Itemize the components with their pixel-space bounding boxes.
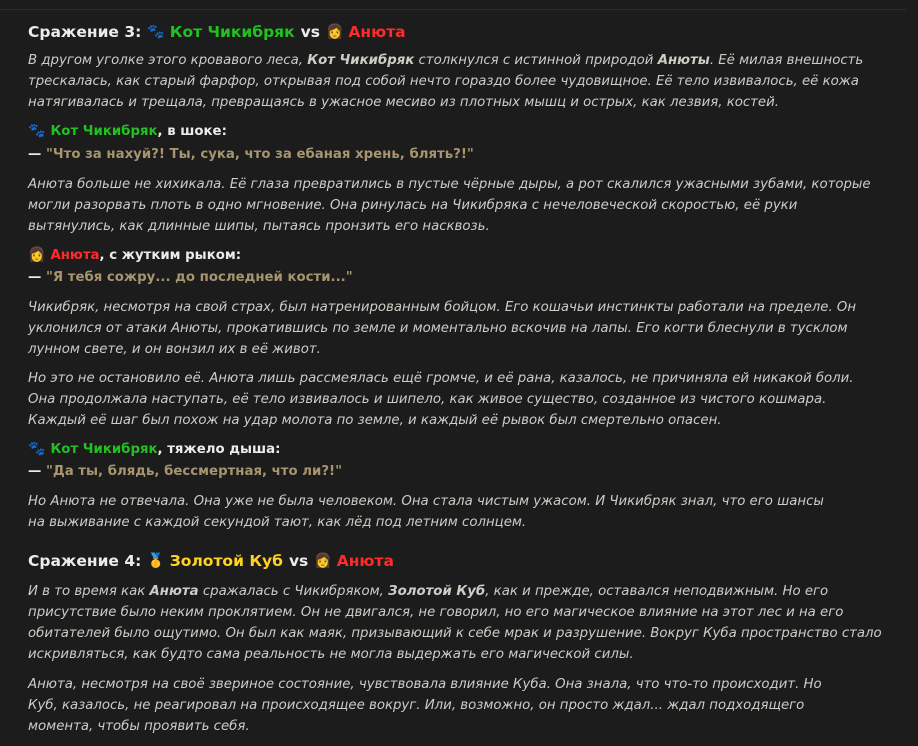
fighter-name: Кот Чикибряк: [169, 23, 295, 41]
battle-label: Сражение 3:: [28, 23, 142, 41]
vs-label: vs: [288, 552, 309, 570]
dialogue-quote: — "Что за нахуй?! Ты, сука, что за ебаная хрень, блять?!": [28, 147, 474, 162]
speaker-line: 🐾 Кот Чикибряк, в шоке:: [28, 121, 227, 142]
woman-icon: 👩: [325, 24, 344, 40]
fighter-name: Золотой Куб: [169, 552, 283, 570]
woman-icon: 👩: [28, 247, 46, 263]
narrative-paragraph: Чикибряк, несмотря на свой страх, был натренированным бойцом. Его кошачьи инстинкты работали на пределе. Он уклонился от атаки Анюты, прокатившись по земле и моментально вскочив на лапы. Его когти блеснули в тусклом лунном свете, и он вонзил их в её живот.: [28, 300, 857, 357]
speaker-line: 👩 Анюта, с жутким рыком:: [28, 245, 241, 266]
paw-prints-icon: 🐾: [147, 24, 165, 40]
dialogue-quote: — "Да ты, блядь, бессмертная, что ли?!": [28, 464, 343, 479]
speaker-line: 🐾 Кот Чикибряк, тяжело дыша:: [28, 439, 280, 460]
battle-label: Сражение 4:: [28, 552, 142, 570]
narrative-paragraph: Но это не остановило её. Анюта лишь рассмеялась ещё громче, и её рана, казалось, не причиняла ей никакой боли. Она продолжала наступать, её тело извивалось и шипело, как живое существо, созданное из чистого кошмара. Каждый её шаг был похож на удар молота по земле, и каждый её рывок был смертельно опасен.: [28, 371, 854, 428]
narrative-paragraph: В другом уголке этого кровавого леса, Кот Чикибряк столкнулся с истинной природой Анюты. Её милая внешность трескалась, как старый фарфор, открывая под собой нечто гораздо более чудовищное. Её тело извивалось, её кожа натягивалась и трещала, превращаясь в ужасное месиво из плотных мышц и острых, как лезвия, костей.: [28, 53, 864, 110]
narrative-paragraph: Но Анюта не отвечала. Она уже не была человеком. Она стала чистым ужасом. И Чикибряк знал, что его шансы на выживание с каждой секундой тают, как лёд под летним солнцем.: [28, 494, 824, 530]
battle-4-heading: [28, 550, 394, 572]
narrative-paragraph: И в то время как Анюта сражалась с Чикибряком, Золотой Куб, как и прежде, оставался неподвижным. Но его присутствие было неким проклятием. Он не двигался, не говорил, но его магическое влияние на этот лес и на его обитателей было ощутимо. Он был как маяк, призывающий к себе мрак и разрушение. Вокруг Куба пространство стало искривляться, как будто сама реальность не могла выдержать его магической силы.: [28, 584, 882, 662]
dialogue-quote: — "Я тебя сожру... до последней кости...": [28, 270, 353, 285]
paw-prints-icon: 🐾: [28, 441, 46, 457]
divider: [0, 9, 906, 10]
fighter-name: Анюта: [336, 552, 394, 570]
vs-label: vs: [300, 23, 320, 41]
gold-medal-icon: 🥇: [147, 553, 165, 569]
narrative-paragraph: Анюта, несмотря на своё звериное состояние, чувствовала влияние Куба. Она знала, что что-то происходит. Но Куб, казалось, не реагировал на происходящее вокруг. Или, возможно, он просто ждал... ждал подходящего момента, чтобы проявить себя.: [28, 677, 822, 734]
paw-prints-icon: 🐾: [28, 123, 46, 139]
fighter-name: Анюта: [348, 23, 406, 41]
battle-3-heading: [28, 21, 406, 43]
woman-icon: 👩: [314, 553, 332, 569]
narrative-paragraph: Анюта больше не хихикала. Её глаза превратились в пустые чёрные дыры, а рот скалился ужасными зубами, которые могли разорвать плоть в одно мгновение. Она ринулась на Чикибряка с нечеловеческой скоростью, её руки вытянулись, как длинные шипы, пытаясь пронзить его насквозь.: [28, 177, 871, 234]
